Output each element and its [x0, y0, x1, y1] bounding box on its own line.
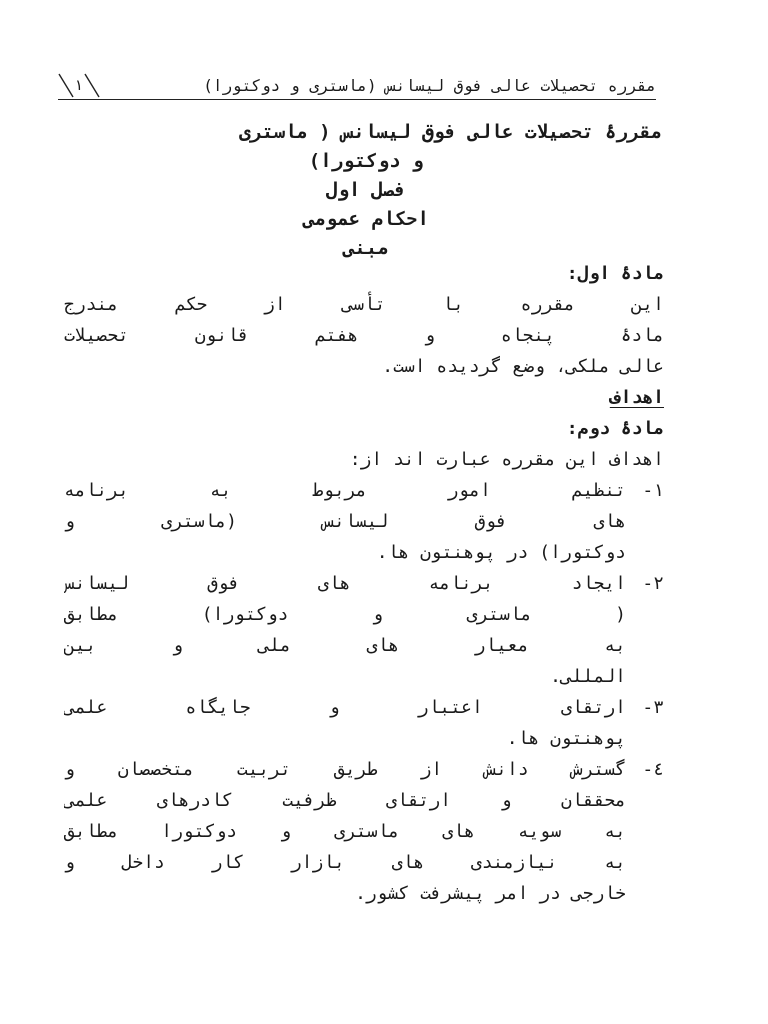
goals-heading-text: اهداف [609, 387, 664, 408]
document-title-line-2: و دوکتورا) [308, 150, 424, 172]
goal-item-1-line-1: تنظیم امور مربوط به برنامه [64, 480, 626, 501]
goal-item-4 [64, 754, 664, 909]
article-2-heading: مادۀ دوم: [566, 418, 664, 439]
goals-heading [64, 382, 664, 413]
goal-item-3-number: ٣- [642, 697, 664, 718]
goal-item-2 [64, 568, 664, 692]
goal-item-3-line-1: ارتقای اعتبار و جایگاه علمی [64, 697, 626, 718]
article-1-line-2: مادۀ پنجاه و هفتم قانون تحصیلات [64, 325, 664, 346]
goal-item-4-line-5: خارجی در امر پیشرفت کشور. [355, 883, 626, 904]
document-body [64, 258, 664, 909]
subsection-heading: مبنی [343, 237, 389, 259]
goal-item-4-line-3: به سویه های ماستری و دوکتورا مطابق [64, 821, 626, 842]
goal-item-3 [64, 692, 664, 754]
goal-item-2-line-2: ( ماستری و دوکتورا) مطابق [64, 604, 626, 625]
running-header-title: مقرره تحصیلات عالی فوق لیسانس (ماستری و دوکتورا) [203, 76, 656, 95]
article-1-line-1: این مقرره با تأسی از حکم مندرج [64, 294, 664, 315]
goal-item-4-line-2: محققان و ارتقای ظرفیت کادرهای علمی [64, 790, 626, 811]
article-1-heading: مادۀ اول: [566, 263, 664, 284]
goal-item-1-line-3: دوکتورا) در پوهنتون ها. [376, 542, 626, 563]
goal-item-2-line-1: ایجاد برنامه های فوق لیسانس [64, 573, 626, 594]
goal-item-4-line-1: گسترش دانش از طریق تربیت متخصصان و [64, 759, 626, 780]
header-rule [58, 99, 656, 100]
header-slash-right [84, 72, 100, 98]
title-block [70, 118, 662, 263]
goal-item-4-line-4: به نیازمندی های بازار کار داخل و [64, 852, 626, 873]
article-1-line-3: عالی ملکی، وضع گردیده است. [382, 356, 664, 377]
running-header [58, 72, 656, 102]
header-slash-left [58, 72, 74, 98]
goal-item-1-number: ١- [642, 480, 664, 501]
goal-item-1-line-2: های فوق لیسانس (ماستری و [64, 511, 626, 532]
goal-item-1 [64, 475, 664, 568]
article-2-intro: اهداف این مقرره عبارت اند از: [349, 449, 664, 470]
goal-item-2-line-4: المللی. [550, 666, 626, 687]
goal-item-2-number: ٢- [642, 573, 664, 594]
page-number: ١ [74, 76, 84, 94]
section-heading: احکام عمومی [303, 208, 429, 230]
document-title-line-1: مقررۀ تحصیلات عالی فوق لیسانس ( ماستری [239, 121, 662, 143]
goal-item-4-number: ٤- [642, 759, 664, 780]
goal-item-2-line-3: به معیار های ملی و بین [64, 635, 626, 656]
goal-item-3-line-2: پوهنتون ها. [506, 728, 626, 749]
chapter-heading: فصل اول [325, 179, 407, 201]
